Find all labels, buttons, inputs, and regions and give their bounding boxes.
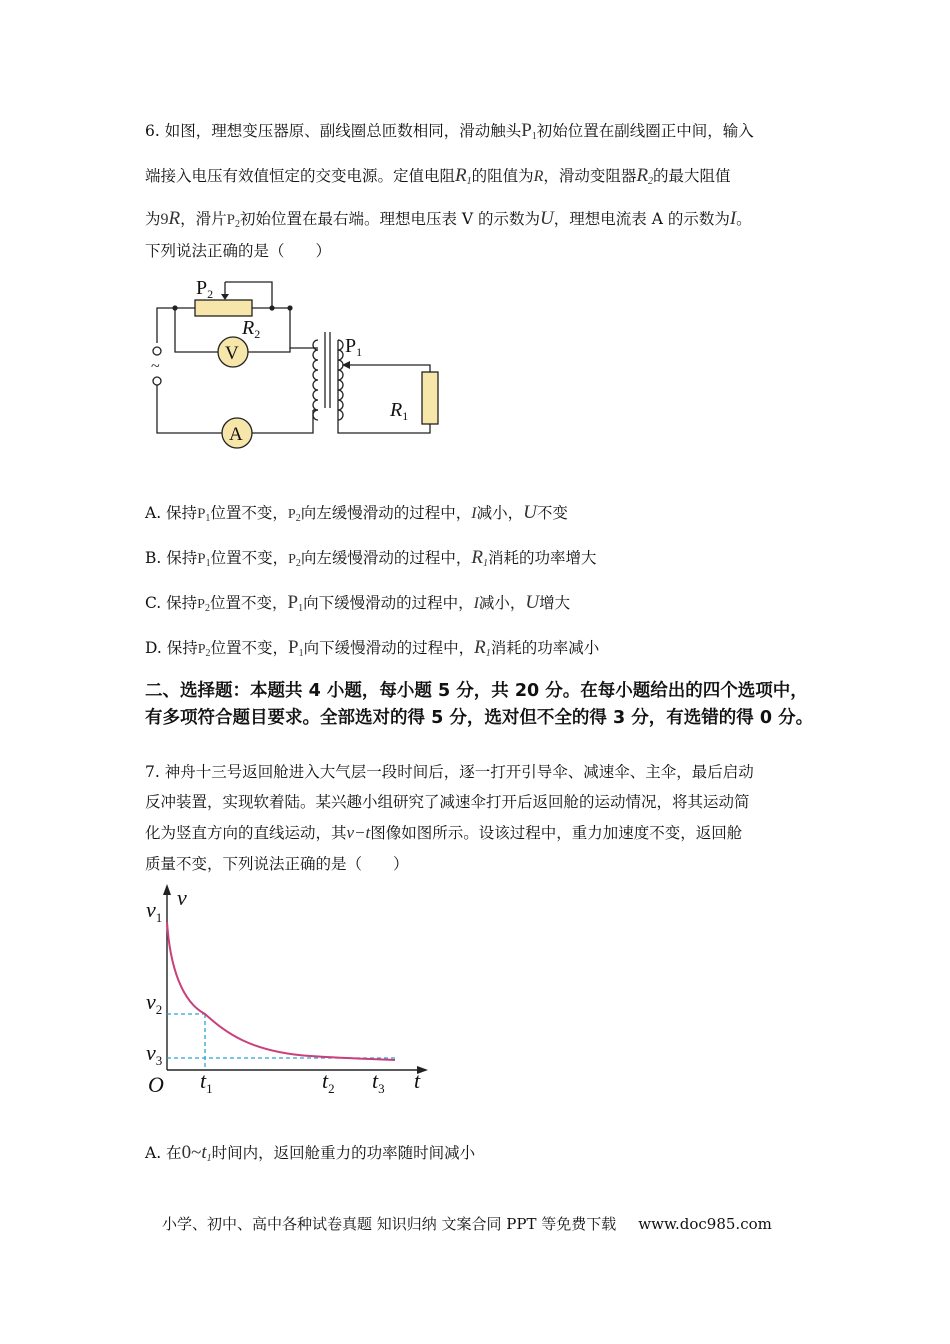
input-terminal-top [153,347,161,355]
q7-line-3: 化为竖直方向的直线运动，其v−t图像如图所示。设该过程中，重力加速度不变，返回舱 [145,823,743,842]
r2-symbol: $R_2$ [636,165,654,187]
r1-symbol: $R_1$ [455,165,472,187]
i-symbol: I [729,208,737,229]
v-t-graph [140,882,430,1102]
junction-dot [287,305,292,310]
page-footer [162,1213,772,1234]
q7-line-1: 7. 神舟十三号返回舱进入大气层一段时间后，逐一打开引导伞、减速伞、主伞，最后启动 [145,763,754,781]
q6-line-4: 下列说法正确的是（ ） [145,242,332,260]
q6-option-d: D. 保持$P_2$位置不变，$P_1$向下缓慢滑动的过程中，$R_1$消耗的功率减小 [145,637,600,659]
y-axis-arrow [163,884,171,895]
x-axis-label: t [414,1068,421,1093]
origin-label: O [148,1072,164,1097]
q6-text: ，滑动变阻器 [543,167,637,185]
v2-label: $v_2$ [146,989,163,1017]
input-terminal-bottom [153,377,161,385]
junction-dot [172,305,177,310]
v3-label: $v_3$ [146,1040,163,1068]
junction-dot [269,305,274,310]
q6-line-1 [145,120,754,148]
q6-option-c: C. 保持$P_2$位置不变，$P_1$向下缓慢滑动的过程中，I减小，U增大 [145,592,571,614]
t1-label: $t_1$ [200,1068,213,1096]
q6-option-b: B. 保持$P_1$位置不变，$P_2$向左缓慢滑动的过程中，$R_1$消耗的功率增大 [145,547,597,569]
q6-text: ，滑片 [180,210,227,228]
p2-slider-arrow [221,294,229,300]
primary-coil [313,340,318,420]
q6-line-3 [145,208,752,236]
q6-text: 端接入电压有效值恒定的交变电源。定值电阻 [145,167,456,185]
t2-label: $t_2$ [322,1068,335,1096]
y-axis-label: v [177,885,187,910]
r-symbol: R [168,208,181,229]
q6-text: 为 [145,210,161,228]
r1-label: $R_1$ [390,399,409,423]
q6-text: 初始位置在最右端。理想电压表 V 的示数为 [239,210,541,228]
q6-text: 。 [736,210,752,228]
transformer-circuit-diagram [140,270,450,460]
q6-line-2 [145,165,731,193]
secondary-coil [338,340,343,420]
q7-line-2: 反冲装置，实现软着陆。某兴趣小组研究了减速伞打开后返回舱的运动情况，将其运动简 [145,793,750,811]
ac-source-symbol: ~ [151,358,160,375]
rheostat-r2 [195,300,252,316]
velocity-curve [167,922,395,1060]
q7-option-a: A. 在$0\sim t_1$时间内，返回舱重力的功率随时间减小 [145,1142,476,1164]
p1-slider-arrow [342,361,350,369]
nine-symbol: 9 [160,211,169,228]
footer-url[interactable]: www.doc985.com [638,1215,772,1233]
p1-label: $P_1$ [345,335,363,359]
q6-option-a: A. 保持$P_1$位置不变，$P_2$向左缓慢滑动的过程中，I减小，U不变 [145,502,568,524]
v1-label: $v_1$ [146,897,163,925]
q6-text: 初始位置在副线圈正中间，输入 [536,122,754,140]
guide-lines [167,1014,395,1070]
q6-text: ，理想电流表 A 的示数为 [553,210,730,228]
t3-label: $t_3$ [372,1068,385,1096]
p2-symbol: $P_2$ [226,212,240,230]
resistor-r1 [422,372,438,424]
q7-line-4: 质量不变，下列说法正确的是（ ） [145,855,409,873]
q6-text: 6. 如图，理想变压器原、副线圈总匝数相同，滑动触头 [145,122,522,140]
q6-text: 的阻值为 [471,167,534,185]
p1-symbol: $P_1$ [521,120,537,142]
section-2-heading: 二、选择题：本题共 4 小题，每小题 5 分，共 20 分。在每小题给出的四个选项中，有多项符合题目要求。全部选对的得 5 分，选对但不全的得 3 分，有选错的得 0 分。 [145,681,814,728]
r2-label: $R_2$ [242,317,261,341]
u-symbol: U [540,208,554,229]
p2-label: $P_2$ [196,277,214,301]
ammeter-label: A [229,424,243,445]
voltmeter-label: V [225,343,239,364]
footer-text: 小学、初中、高中各种试卷真题 知识归纳 文案合同 PPT 等免费下载 [162,1215,617,1233]
r-symbol: R [533,168,544,185]
q6-text: 的最大阻值 [653,167,731,185]
